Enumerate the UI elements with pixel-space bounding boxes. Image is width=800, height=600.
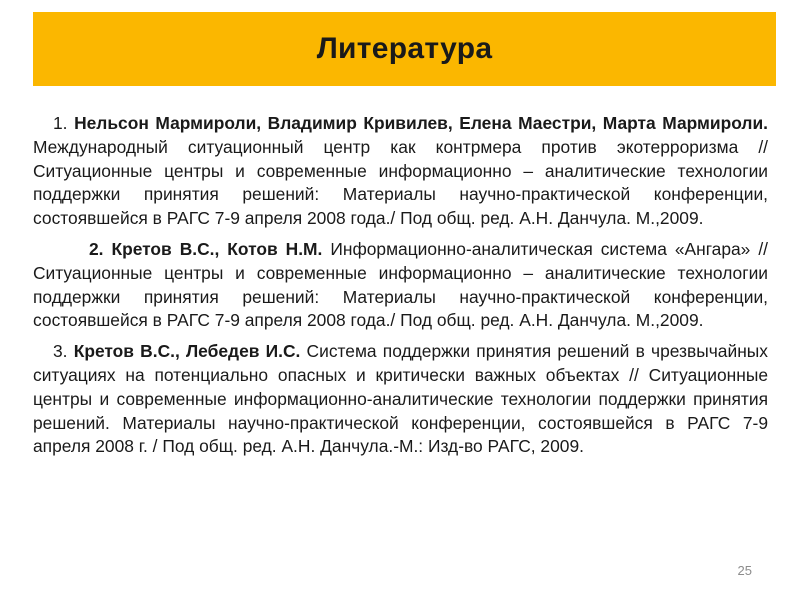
reference-item-3 xyxy=(33,340,768,459)
page-number: 25 xyxy=(737,563,752,578)
reference-list xyxy=(33,112,768,466)
reference-text: Международный ситуационный центр как контрмера против экотерроризма // Ситуационные центры и современные информационно – аналитические технологии поддержки принятия решений: Материалы научно-практической конференции, состоявшейся в РАГС 7-9 апреля 2008 года./ Под общ. ред. А.Н. Данчула. М.,2009. xyxy=(33,136,768,229)
reference-separator: . xyxy=(98,238,112,259)
reference-number: 3 xyxy=(53,341,63,362)
reference-item-1 xyxy=(33,112,768,231)
reference-authors: Кретов В.С., Котов Н.М. xyxy=(111,238,323,259)
reference-authors: Нельсон Мармироли, Владимир Кривилев, Елена Маестри, Марта Мармироли. xyxy=(74,113,768,133)
reference-number: 2 xyxy=(89,238,99,259)
reference-separator: . xyxy=(62,341,74,362)
reference-separator: . xyxy=(62,113,75,133)
reference-text: Информационно-аналитическая система «Ангара» // Ситуационные центры и современные информационно – аналитические технологии поддержки принятия решений: Материалы научно-практической конференции, состоявшейся в РАГС 7-9 апреля 2008 года./ Под общ. ред. А.Н. Данчула. М.,2009. xyxy=(33,238,768,331)
reference-item-2 xyxy=(33,238,768,333)
reference-number: 1 xyxy=(53,113,63,133)
reference-authors: Кретов В.С., Лебедев И.С. xyxy=(73,341,301,362)
reference-text: Система поддержки принятия решений в чрезвычайных ситуациях на потенциально опасных и критически важных объектах // Ситуационные центры и современные информационно-аналитические технологии поддержки принятия решений. Материалы научно-практической конференции, состоявшейся в РАГС 7-9 апреля 2008 г. / Под общ. ред. А.Н. Данчула.-М.: Изд-во РАГС, 2009. xyxy=(33,341,768,457)
title-bar xyxy=(33,12,776,86)
page-title: Литература xyxy=(316,32,493,65)
